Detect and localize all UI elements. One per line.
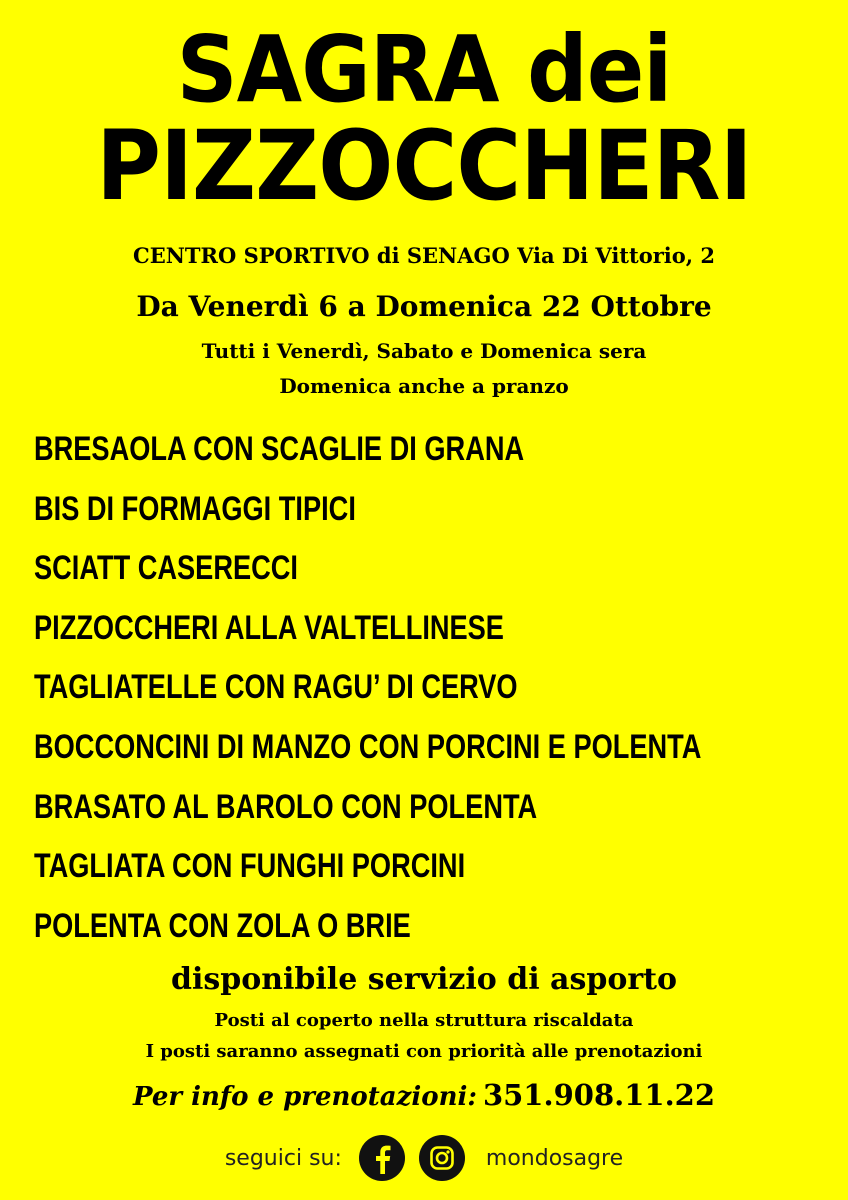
menu-item: BRASATO AL BAROLO CON POLENTA: [34, 787, 538, 826]
title-line-2: PIZZOCCHERI: [96, 110, 752, 222]
menu-item: BIS DI FORMAGGI TIPICI: [34, 489, 356, 528]
menu-item: SCIATT CASERECCI: [34, 549, 298, 588]
menu-item: BRESAOLA CON SCAGLIE DI GRANA: [34, 430, 525, 468]
menu-item: TAGLIATA CON FUNGHI PORCINI: [34, 847, 466, 886]
menu-item: BOCCONCINI DI MANZO CON PORCINI E POLENTA: [34, 727, 702, 766]
event-dates: Da Venerdì 6 a Domenica 22 Ottobre: [136, 290, 712, 323]
instagram-icon[interactable]: [418, 1134, 466, 1182]
menu-item: TAGLIATELLE CON RAGU’ DI CERVO: [34, 668, 518, 707]
takeaway-notice: disponibile servizio di asporto: [170, 962, 678, 997]
menu-item: POLENTA CON ZOLA O BRIE: [34, 906, 411, 945]
schedule-evenings: Tutti i Venerdì, Sabato e Domenica sera: [201, 339, 647, 363]
seating-note-1: Posti al coperto nella struttura riscaldata: [214, 1010, 634, 1031]
facebook-icon[interactable]: [358, 1134, 406, 1182]
social-bar: [0, 1134, 848, 1182]
schedule-lunch: Domenica anche a pranzo: [279, 374, 569, 398]
phone-number[interactable]: 351.908.11.22: [482, 1078, 716, 1112]
menu-item: PIZZOCCHERI ALLA VALTELLINESE: [34, 608, 504, 647]
seating-note-2: I posti saranno assegnati con priorità alle prenotazioni: [145, 1041, 703, 1062]
title-line-1: SAGRA dei: [176, 16, 672, 123]
follow-label: seguici su:: [224, 1145, 342, 1171]
social-handle[interactable]: mondosagre: [485, 1145, 624, 1171]
booking-info: [0, 1078, 848, 1112]
menu-list: [34, 420, 848, 956]
booking-label: Per info e prenotazioni:: [132, 1082, 477, 1112]
venue-address: CENTRO SPORTIVO di SENAGO Via Di Vittorio, 2: [133, 243, 715, 268]
